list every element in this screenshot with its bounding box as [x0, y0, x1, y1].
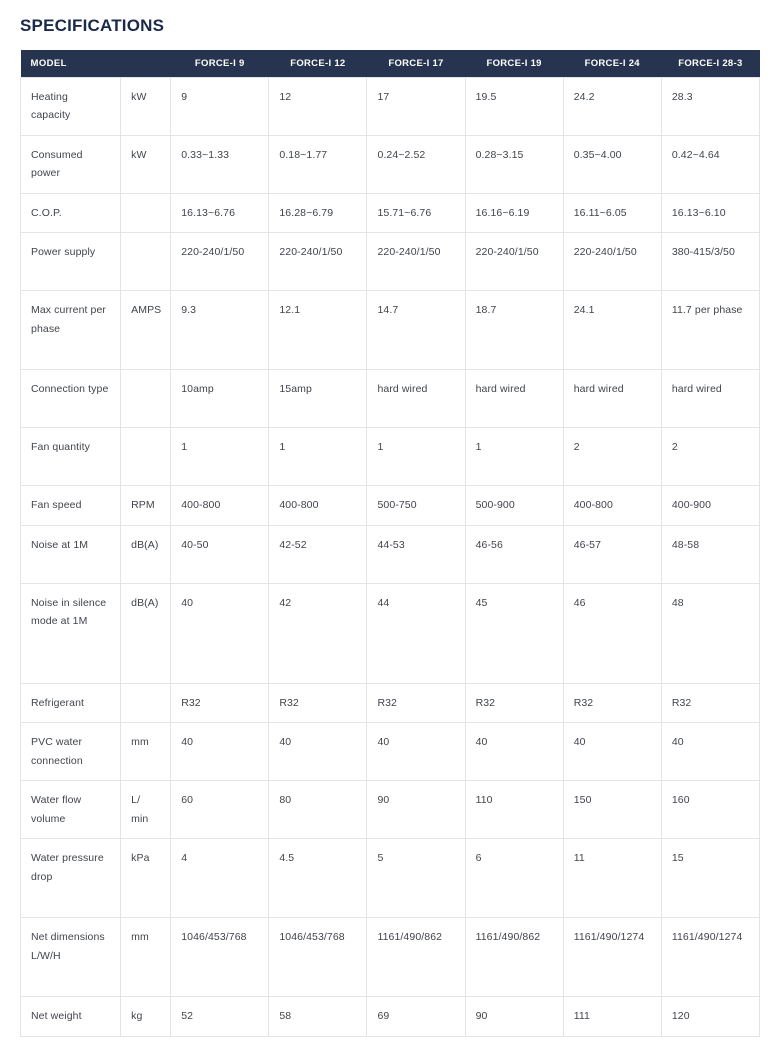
cell-value: 19.5 — [465, 78, 563, 136]
row-unit: kg — [121, 997, 171, 1036]
row-unit — [121, 194, 171, 233]
cell-value: 110 — [465, 781, 563, 839]
cell-value: 44-53 — [367, 525, 465, 583]
cell-value: 1046/453/768 — [269, 918, 367, 997]
cell-value: 0.35~4.00 — [563, 136, 661, 194]
cell-value: 400-800 — [563, 486, 661, 525]
row-unit: kW — [121, 136, 171, 194]
row-label: Noise at 1M — [21, 525, 121, 583]
cell-value: 45 — [465, 583, 563, 683]
row-unit — [121, 428, 171, 486]
row-unit: kPa — [121, 839, 171, 918]
cell-value: 1046/453/768 — [171, 918, 269, 997]
table-row — [21, 723, 760, 781]
cell-value: 1161/490/862 — [465, 918, 563, 997]
cell-value: 24.2 — [563, 78, 661, 136]
column-header-unit — [121, 50, 171, 78]
cell-value: 220-240/1/50 — [465, 233, 563, 291]
cell-value: 28.3 — [661, 78, 759, 136]
cell-value: 380-415/3/50 — [661, 233, 759, 291]
cell-value: 40 — [563, 723, 661, 781]
cell-value: 6 — [465, 839, 563, 918]
cell-value: R32 — [465, 683, 563, 722]
cell-value: 1 — [269, 428, 367, 486]
cell-value: 15.71~6.76 — [367, 194, 465, 233]
table-row — [21, 839, 760, 918]
table-row — [21, 683, 760, 722]
page-title: SPECIFICATIONS — [20, 16, 165, 35]
cell-value: R32 — [563, 683, 661, 722]
row-label: Water flow volume — [21, 781, 121, 839]
cell-value: 12.1 — [269, 291, 367, 370]
cell-value: 42 — [269, 583, 367, 683]
cell-value: 46 — [563, 583, 661, 683]
row-label: Noise in silence mode at 1M — [21, 583, 121, 683]
table-row — [21, 997, 760, 1036]
cell-value: R32 — [269, 683, 367, 722]
cell-value: 40 — [661, 723, 759, 781]
cell-value: 90 — [465, 997, 563, 1036]
cell-value: 220-240/1/50 — [563, 233, 661, 291]
row-unit — [121, 683, 171, 722]
column-header-force-i-12: FORCE-I 12 — [269, 50, 367, 78]
cell-value: R32 — [171, 683, 269, 722]
cell-value: 58 — [269, 997, 367, 1036]
cell-value: 9.3 — [171, 291, 269, 370]
row-unit: dB(A) — [121, 525, 171, 583]
cell-value: 500-900 — [465, 486, 563, 525]
cell-value: 0.18~1.77 — [269, 136, 367, 194]
row-label: Consumed power — [21, 136, 121, 194]
table-row — [21, 781, 760, 839]
cell-value: 16.16~6.19 — [465, 194, 563, 233]
cell-value: 69 — [367, 997, 465, 1036]
cell-value: 220-240/1/50 — [367, 233, 465, 291]
table-row — [21, 525, 760, 583]
cell-value: 24.1 — [563, 291, 661, 370]
row-unit: mm — [121, 723, 171, 781]
table-row — [21, 918, 760, 997]
row-unit: dB(A) — [121, 583, 171, 683]
table-row — [21, 194, 760, 233]
specifications-table — [20, 50, 760, 1037]
cell-value: 60 — [171, 781, 269, 839]
cell-value: 52 — [171, 997, 269, 1036]
cell-value: 15 — [661, 839, 759, 918]
row-label: Power supply — [21, 233, 121, 291]
column-header-model: MODEL — [21, 50, 121, 78]
cell-value: 46-57 — [563, 525, 661, 583]
row-unit — [121, 370, 171, 428]
cell-value: 0.28~3.15 — [465, 136, 563, 194]
row-label: Fan quantity — [21, 428, 121, 486]
row-label: Refrigerant — [21, 683, 121, 722]
row-label: C.O.P. — [21, 194, 121, 233]
cell-value: hard wired — [661, 370, 759, 428]
table-row — [21, 583, 760, 683]
cell-value: 42-52 — [269, 525, 367, 583]
cell-value: 5 — [367, 839, 465, 918]
cell-value: 1161/490/862 — [367, 918, 465, 997]
column-header-force-i-17: FORCE-I 17 — [367, 50, 465, 78]
row-label: Net dimensions L/W/H — [21, 918, 121, 997]
cell-value: hard wired — [563, 370, 661, 428]
cell-value: 48 — [661, 583, 759, 683]
table-header — [21, 50, 760, 78]
row-unit: kW — [121, 78, 171, 136]
row-unit: AMPS — [121, 291, 171, 370]
table-row — [21, 486, 760, 525]
cell-value: 40 — [269, 723, 367, 781]
row-label: Fan speed — [21, 486, 121, 525]
column-header-force-i-24: FORCE-I 24 — [563, 50, 661, 78]
row-unit: L/ min — [121, 781, 171, 839]
cell-value: 1 — [367, 428, 465, 486]
cell-value: 80 — [269, 781, 367, 839]
table-row — [21, 291, 760, 370]
table-body — [21, 78, 760, 1037]
table-row — [21, 370, 760, 428]
cell-value: 120 — [661, 997, 759, 1036]
cell-value: 1161/490/1274 — [563, 918, 661, 997]
column-header-force-i-28-3: FORCE-I 28-3 — [661, 50, 759, 78]
row-label: Max current per phase — [21, 291, 121, 370]
cell-value: 11 — [563, 839, 661, 918]
cell-value: 9 — [171, 78, 269, 136]
table-header-row — [21, 50, 760, 78]
cell-value: 90 — [367, 781, 465, 839]
cell-value: 16.11~6.05 — [563, 194, 661, 233]
cell-value: 2 — [661, 428, 759, 486]
cell-value: 2 — [563, 428, 661, 486]
cell-value: 150 — [563, 781, 661, 839]
table-row — [21, 78, 760, 136]
cell-value: 16.13~6.76 — [171, 194, 269, 233]
cell-value: 18.7 — [465, 291, 563, 370]
table-row — [21, 233, 760, 291]
cell-value: 10amp — [171, 370, 269, 428]
row-unit: mm — [121, 918, 171, 997]
cell-value: 400-800 — [269, 486, 367, 525]
cell-value: 160 — [661, 781, 759, 839]
cell-value: hard wired — [465, 370, 563, 428]
cell-value: 40 — [367, 723, 465, 781]
cell-value: R32 — [367, 683, 465, 722]
cell-value: R32 — [661, 683, 759, 722]
cell-value: 1161/490/1274 — [661, 918, 759, 997]
cell-value: 4 — [171, 839, 269, 918]
cell-value: 0.24~2.52 — [367, 136, 465, 194]
cell-value: 4.5 — [269, 839, 367, 918]
cell-value: 0.42~4.64 — [661, 136, 759, 194]
cell-value: 500-750 — [367, 486, 465, 525]
cell-value: hard wired — [367, 370, 465, 428]
cell-value: 40-50 — [171, 525, 269, 583]
row-label: Heating capacity — [21, 78, 121, 136]
table-row — [21, 136, 760, 194]
cell-value: 44 — [367, 583, 465, 683]
cell-value: 14.7 — [367, 291, 465, 370]
cell-value: 1 — [465, 428, 563, 486]
row-unit — [121, 233, 171, 291]
cell-value: 40 — [465, 723, 563, 781]
cell-value: 12 — [269, 78, 367, 136]
cell-value: 111 — [563, 997, 661, 1036]
row-label: Water pressure drop — [21, 839, 121, 918]
row-label: PVC water connection — [21, 723, 121, 781]
column-header-force-i-19: FORCE-I 19 — [465, 50, 563, 78]
cell-value: 40 — [171, 723, 269, 781]
row-unit: RPM — [121, 486, 171, 525]
column-header-force-i-9: FORCE-I 9 — [171, 50, 269, 78]
cell-value: 16.28~6.79 — [269, 194, 367, 233]
cell-value: 16.13~6.10 — [661, 194, 759, 233]
cell-value: 1 — [171, 428, 269, 486]
cell-value: 17 — [367, 78, 465, 136]
cell-value: 11.7 per phase — [661, 291, 759, 370]
table-row — [21, 428, 760, 486]
cell-value: 400-900 — [661, 486, 759, 525]
cell-value: 46-56 — [465, 525, 563, 583]
cell-value: 220-240/1/50 — [269, 233, 367, 291]
row-label: Net weight — [21, 997, 121, 1036]
row-label: Connection type — [21, 370, 121, 428]
cell-value: 48-58 — [661, 525, 759, 583]
cell-value: 15amp — [269, 370, 367, 428]
cell-value: 220-240/1/50 — [171, 233, 269, 291]
cell-value: 0.33~1.33 — [171, 136, 269, 194]
cell-value: 400-800 — [171, 486, 269, 525]
cell-value: 40 — [171, 583, 269, 683]
